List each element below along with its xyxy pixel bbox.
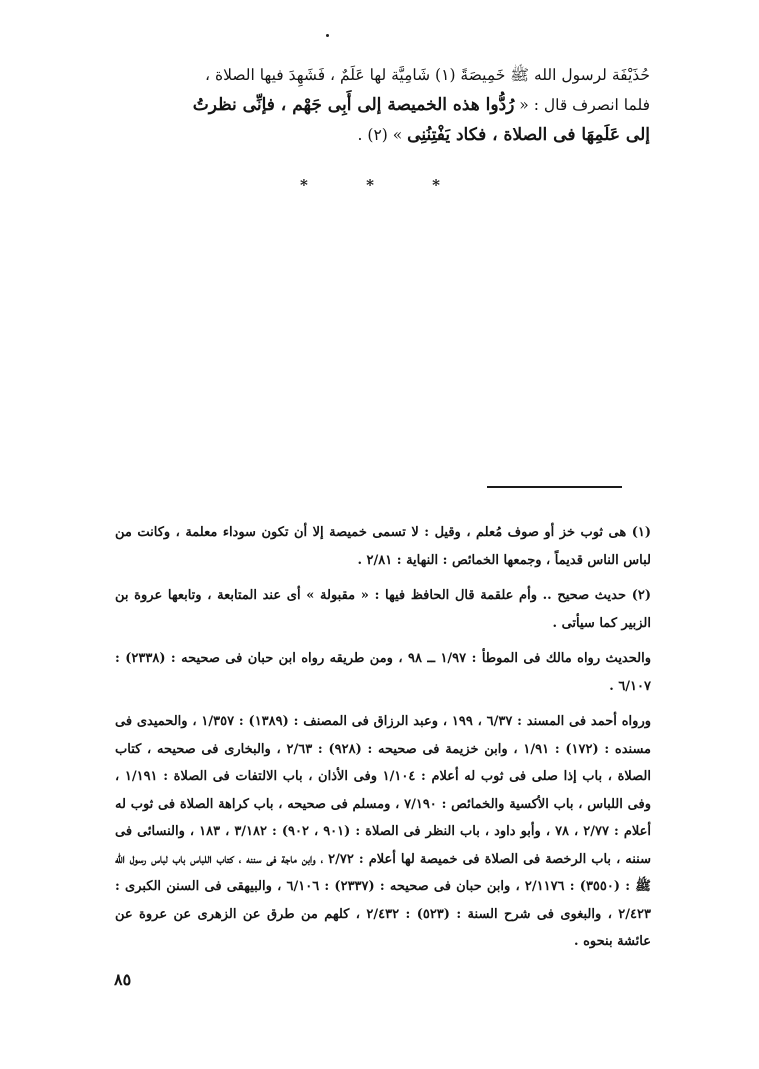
main-line-3 — [110, 120, 650, 150]
footnotes — [115, 519, 651, 962]
main-line-2-intro: فلما انصرف قال : « — [514, 96, 650, 114]
separator-star: * — [300, 176, 308, 194]
separator-star: * — [432, 176, 440, 194]
page-number: ٨٥ — [114, 970, 132, 989]
top-dot-mark — [326, 34, 329, 37]
footnote-1: (١) هى ثوب خز أو صوف مُعلم ، وقيل : لا تسمى خميصة إلا أن تكون سوداء معلمة ، وكانت من لباس الناس قديماً ، وجمعها الخمائص : النهاية : ٢/٨١ . — [115, 525, 651, 568]
footnote-2: (٢) حديث صحيح .. وأم علقمة قال الحافظ فيها : « مقبولة » أى عند المتابعة ، وتابعها عروة بن الزبير كما سيأتى . — [115, 588, 651, 631]
main-line-2 — [110, 90, 650, 120]
footnote-rule — [487, 486, 622, 488]
hadith-quote-part-1: رُدُّوا هذه الخميصة إلى أَبِى جَهْم ، فإنِّى نظرتُ — [192, 95, 515, 115]
main-text — [110, 60, 650, 150]
footnote-2-sources-others: ورواه أحمد فى المسند : ٦/٣٧ ، ١٩٩ ، وعبد الرزاق فى المصنف : (١٣٨٩) : ١/٣٥٧ ، والحميدى فى مسنده : (١٧٢) : ١/٩١ ، وابن خزيمة فى صحيحه : (٩٢٨) : ٢/٦٣ ، والبخارى فى صحيحه ، كتاب الصلاة ، باب إذا صلى فى ثوب له أعلام : ١/١٠٤ وفى الأذان ، باب الالتفات فى الصلاة : ١/١٩١ ، وفى اللباس ، باب الأكسية والخمائص : ٧/١٩٠ ، ومسلم فى صحيحه ، باب كراهة الصلاة فى ثوب له أعلام : ٢/٧٧ ، ٧٨ ، وأبو داود ، باب النظر فى الصلاة : (٩٠١ ، ٩٠٢) : ٣/١٨٢ ، ١٨٣ ، والنسائى فى سننه ، باب الرخصة فى الصلاة فى خميصة لها أعلام : ٢/٧٢ ، وابن ماجة فى سننه ، كتاب اللباس باب لباس رسول الله ﷺ : (٣٥٥٠) : ٢/١١٧٦ ، وابن حبان فى صحيحه : (٢٣٣٧) : ٦/١٠٦ ، والبيهقى فى السنن الكبرى : ٢/٤٢٣ ، والبغوى فى شرح السنة : (٥٢٣) : ٢/٤٣٢ ، كلهم من طرق عن الزهرى عن عروة عن عائشة بنحوه . — [115, 714, 652, 949]
separator-star: * — [366, 176, 374, 194]
main-line-1: حُذَيْفَة لرسول الله ﷺ خَمِيصَةً (١) شَامِيَّة لها عَلَمٌ ، فَشَهِدَ فيها الصلاة ، — [205, 66, 650, 84]
footnote-2-sources-malik: والحديث رواه مالك فى الموطأ : ١/٩٧ ــ ٩٨ ، ومن طريقه رواه ابن حبان فى صحيحه : (٢٣٣٨) : ٦/١٠٧ . — [115, 651, 651, 694]
main-line-3-ending: » (٢) . — [357, 126, 408, 144]
section-separator — [300, 176, 440, 194]
hadith-quote-part-2: إلى عَلَمِهَا فى الصلاة ، فكاد يَفْتِنُنِى — [407, 125, 650, 145]
